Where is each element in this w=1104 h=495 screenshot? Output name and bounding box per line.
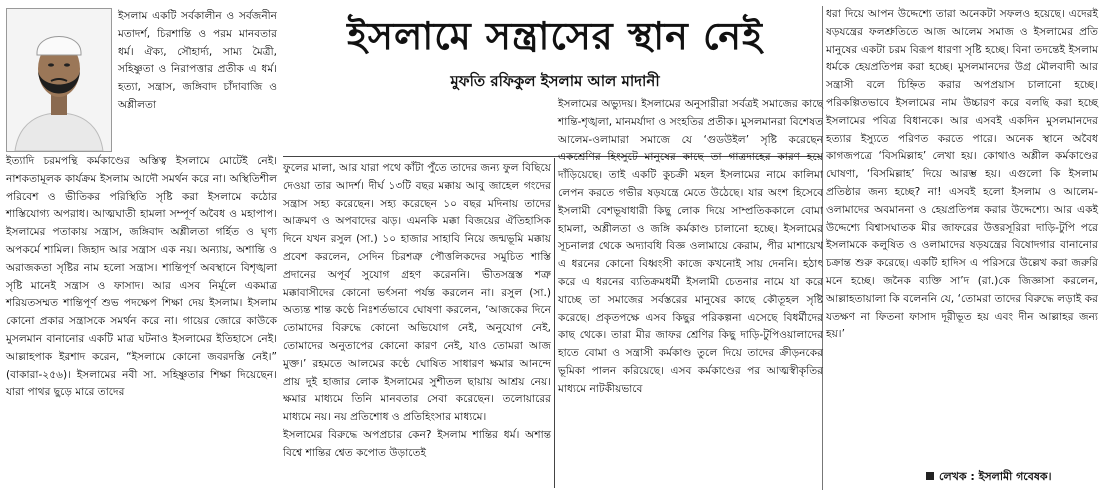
column-divider bbox=[554, 158, 555, 488]
author-note bbox=[926, 468, 1052, 487]
column-2-body bbox=[283, 160, 551, 490]
body-paragraph: ফুলের মালা, আর যারা পথে কাঁটা পুঁতে তাদের জন্য ফুল বিছিয়ে দেওয়া তার আদর্শ। দীর্ঘ ১৩টি বছর মক্কায় আবু জাহেল গংদের সন্ত্রাস সহ্য করেছেন। সহ্য করেছেন ১০ বছর মদিনায় তাদের আক্রমণ ও অপবাদের ঝড়। এমনকি মক্কা বিজয়ের ঐতিহাসিক দিনে যখন রসুল (সা.) ১০ হাজার সাহাবি নিয়ে জন্মভূমি মক্কায় প্রবেশ করলেন, সেদিন চিরশত্রু পৌত্তলিকদের সমুচিত শাস্তি প্রদানের অপূর্ব সুযোগ গ্রহণ করেননি। ভীতসন্ত্রস্ত শত্রু মক্কাবাসীদের কোনো ভর্ৎসনা পর্যন্ত করলেন না। রসুল (সা.) অত্যন্ত শান্ত কণ্ঠে নিঃশর্তভাবে ঘোষণা করলেন, ‘আজকের দিনে তোমাদের বিরুদ্ধে কোনো অভিযোগ নেই, অনুযোগ নেই, তোমাদের অনুতাপের কোনো কারণ নেই, যাও তোমরা আজ মুক্ত।’ রহমতে আলমের কণ্ঠে ঘোষিত সাধারণ ক্ষমার আনন্দে প্রায় দুই হাজার লোক ইসলামের সুশীতল ছায়ায় আশ্রয় নেয়। ক্ষমার মাধ্যমে তিনি মানবতার সেবা করেছেন। তলোয়ারের মাধ্যমে নয়। নয় প্রতিশোধ ও প্রতিহিংসার মাধ্যমে। bbox=[283, 162, 551, 424]
author-photo bbox=[6, 8, 112, 152]
column-1-intro bbox=[118, 8, 277, 115]
author-note-text: লেখক : ইসলামী গবেষক। bbox=[939, 470, 1052, 483]
article-byline: মুফতি রফিকুল ইসলাম আল মাদানী bbox=[450, 72, 660, 90]
author-portrait-icon bbox=[7, 9, 111, 151]
column-3-body bbox=[558, 96, 823, 488]
body-paragraph: ইত্যাদি চরমপন্থি কর্মকাণ্ডের অস্তিত্ব ইসলামে মোটেই নেই। নাশকতামূলক কার্যক্রম ইসলাম আদৌ সমর্থন করে না। অস্থিতিশীল পরিবেশ ও ভীতিকর পরিস্থিতি সৃষ্টি করা ইসলামে কঠোর শাস্তিযোগ্য অপরাধ। আত্মঘাতী হামলা সম্পূর্ণ অবৈধ ও মহাপাপ। ইসলামের পতাকায় সন্ত্রাস, জঙ্গিবাদ অশ্লীলতা গর্হিত ও ঘৃণ্য অপকর্মে শামিল। জিহাদ আর সন্ত্রাস এক নয়। অন্যায়, অশান্তি ও অরাজকতা সৃষ্টির নাম হলো সন্ত্রাস। শান্তিপূর্ণ অবস্থানে বিশৃঙ্খলা সৃষ্টি মানেই সন্ত্রাস ও ফাসাদ। আর এসব নির্মূলে একমাত্র শরিয়তসম্মত শান্তিপূর্ণ শুভ পদক্ষেপ শিক্ষা দেয় ইসলাম। ইসলাম কোনো প্রকার সন্ত্রাসকে সমর্থন করে না। গায়ের জোরে কাউকে মুসলমান বানানোর একটি মাত্র ঘটনাও ইসলামের ইতিহাসে নেই। আল্লাহপাক ইরশাদ করেন, “ইসলামে কোনো জবরদস্তি নেই।” (বাকারা-২৫৬)। ইসলামের নবী সা. সহিষ্ণুতার শিক্ষা দিয়েছেন। যারা পাথর ছুড়ে মারে তাদের bbox=[6, 155, 277, 399]
intro-paragraph: ইসলাম একটি সর্বকালীন ও সর্বজনীন মতাদর্শ, চিরশান্তি ও পরম মানবতার ধর্ম। ঐক্য, সৌহার্দ্য, সাম্য মৈত্রী, সহিষ্ণুতা ও নিরাপত্তার প্রতীক এ ধর্ম। হত্যা, সন্ত্রাস, জঙ্গিবাদ চাঁদাবাজি ও অশ্লীলতা bbox=[118, 10, 277, 111]
body-paragraph: ধরা দিয়ে আপন উদ্দেশ্যে তারা অনেকটা সফলও হয়েছে। এদেরই ষড়যন্ত্রের ফলশ্রুতিতে আজ আলেম সমাজ ও ইসলামের প্রতি মানুষের একটা চরম বিরূপ ধারণা সৃষ্টি হচ্ছে। বিনা তদন্তেই ইসলাম ধর্মকে হেয়প্রতিপন্ন করা হচ্ছে। মুসলমানদের উগ্র মৌলবাদী আর সন্ত্রাসী বলে চিহ্নিত করার অপপ্রয়াস চালানো হচ্ছে। পরিকল্পিতভাবে ইসলামের নাম উচ্চারণ করে বলছি করা হচ্ছে ইসলামের পবিত্র বিধানকে। আর এসবই একদিন মুসলমানদের হত্যার ইস্যুতে পরিণত করতে পারে। অনেক স্থানে অবৈধ কাগজপত্রে ‘বিসমিল্লাহ’ লেখা হয়। কোথাও অশ্লীল কর্মকাণ্ডের ঘোষণা, ‘বিসমিল্লাহ’ দিয়ে আরম্ভ হয়। এগুলো কি ইসলাম প্রতিষ্ঠার জন্য হচ্ছে? না! এসবই হলো ইসলাম ও আলেম-ওলামাদের অবমাননা ও হেয়প্রতিপন্ন করার উদ্দেশ্যে। আর একই উদ্দেশ্যে বিশ্বাসঘাতক মীর জাফরের উত্তরসূরিরা দাড়ি-টুপি পরে ইসলামকে কলুষিত ও ওলামাদের ষড়যন্ত্রের বিষোদগার বানানোর চক্রান্ত শুরু করেছে। একটি হাদিস এ পরিসরে উল্লেখ করা জরুরি মনে হচ্ছে। জনৈক ব্যক্তি সা’দ (রা.)কে জিজ্ঞাসা করলেন, আল্লাহতায়ালা কি বলেননি যে, ‘তোমরা তাদের বিরুদ্ধে লড়াই কর যতক্ষণ না ফিতনা ফাসাদ দূরীভূত হয় এবং দীন আল্লাহর জন্য হয়।’ bbox=[826, 8, 1098, 341]
body-paragraph: ইসলামের অভ্যুদয়। ইসলামের অনুসারীরা সর্বত্রই সমাজের কাছে শান্তি-শৃঙ্খলা, মানমর্যাদা ও সংহতির প্রতীক। মুসলমানরা বিশেষত আলেম-ওলামারা সমাজে যে ‘গুডউইল’ সৃষ্টি করেছেন একশ্রেণির হিংসুটে মানুষের কাছে তা গাত্রদাহের কারণ হয়ে দাঁড়িয়েছে। তাই একটি কুচক্রী মহল ইসলামের নামে কালিমা লেপন করতে গভীর ষড়যন্ত্রে মেতে উঠেছে। যার অংশ হিসেবে ইসলামী বেশভূষাধারী কিছু লোক দিয়ে সাম্প্রতিককালে বোমা হামলা, অশ্লীলতা ও জঙ্গি কর্মকাণ্ড চালানো হচ্ছে। ইসলামের সূচনালগ্ন থেকে অদ্যাবধি বিজ্ঞ ওলামায়ে কেরাম, পীর মাশায়েখ এ ধরনের কোনো বিধ্বংসী কাজে কখনোই সায় দেননি। হঠাৎ করে এ ধরনের ব্যতিক্রমধর্মী ইসলামী চেতনার নামে যা করে যাচ্ছে তা সমাজের সর্বস্তরের মানুষের কাছে কৌতূহল সৃষ্টি করেছে। প্রকৃতপক্ষে এসব কিছুর পরিকল্পনা এসেছে বিধর্মীদের কাছ থেকে। তারা মীর জাফর শ্রেণির কিছু দাড়ি-টুপিওয়ালাদের হাতে বোমা ও সন্ত্রাসী কর্মকাণ্ড তুলে দিয়ে তাদের ক্রীড়নকের ভূমিকা পালন করিয়েছে। এসব কর্মকাণ্ডের পর আত্মস্বীকৃতির মাধ্যমে নাটকীয়ভাবে bbox=[558, 98, 823, 395]
square-bullet-icon bbox=[926, 472, 934, 480]
article-headline: ইসলামে সন্ত্রাসের স্থান নেই bbox=[347, 13, 763, 58]
body-paragraph: ইসলামের বিরুদ্ধে অপপ্রচার কেন? ইসলাম শান্তির ধর্ম। অশান্ত বিশ্বে শান্তির শ্বেত কপোত উড়াতেই bbox=[283, 428, 551, 459]
column-1-body bbox=[6, 153, 277, 402]
column-4-body bbox=[826, 6, 1098, 490]
